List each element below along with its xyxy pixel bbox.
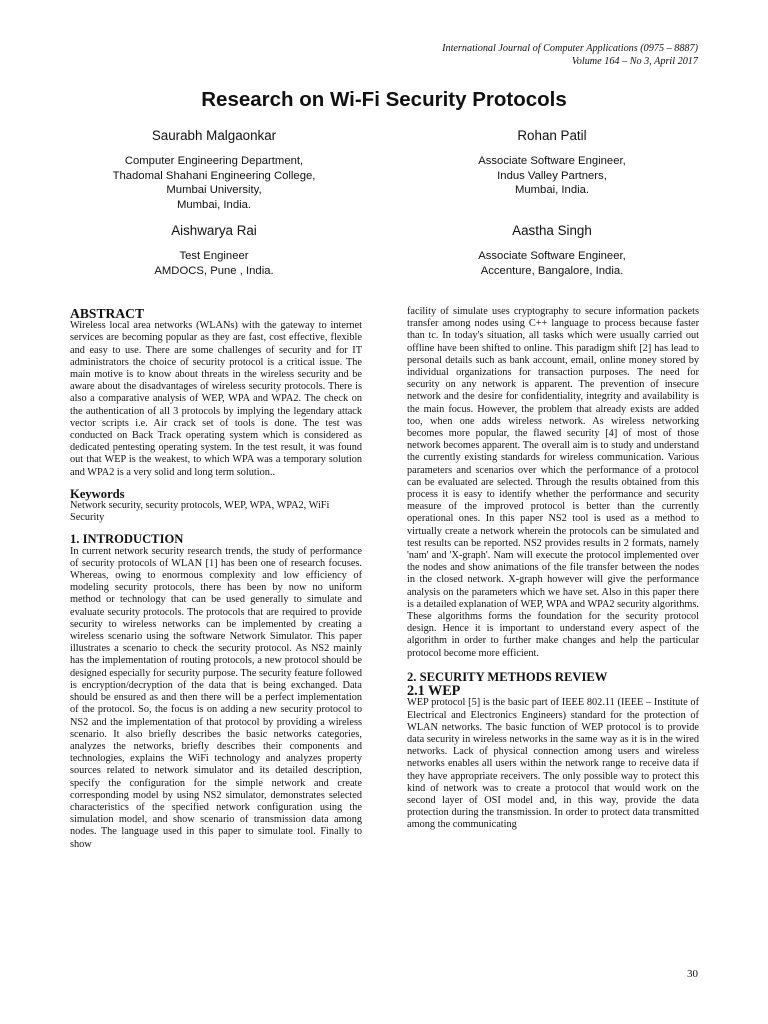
introduction-continuation: facility of simulate uses cryptography to secure information packets transfer among nodes using C++ language to process because faster than tc. In today's situation, all tasks which were usually carried out offline have been shifted to online. This paradigm shift [2] has lead to personal details such as bank account, email, online money stored by individual organizations for transaction purposes. The need for security on any network is apparent. The prevention of insecure network and the desire for confidentiality, integrity and availability is the main focus. However, the problem that already exists are added too, when one adds wireless network. As wireless networking becomes more popular, the flawed security [4] of most of those network becomes apparent. The overall aim is to study and understand the currently existing standards for wireless communication. Various parameters and scenarios over which the performance of a protocol can be evaluated are selected. Through the results obtained from this process it is easy to identify whether the performance and security measure of the improved protocol is better than the currently operational ones. In this paper NS2 tool is used as a method to virtually create a network wherein the protocols can be simulated and test results can be reported. NS2 provides results in 2 formats, namely 'nam' and 'X-graph'. Nam will execute the protocol implemented over the nodes and show animations of the file transfer between the nodes in the closed network. X-graph however will give the performance analysis on the parameters which we have set. Also in this paper there is a detailed explanation of WEP, WPA and WPA2 security algorithms. These algorithms forms the foundation for the security protocol design. Hence it is important to understand every aspect of the algorithm in order to further make changes and help the particular protocol become more efficient.	[407, 306, 699, 659]
author-affiliation	[402, 154, 702, 198]
section-2-heading: 2. SECURITY METHODS REVIEW	[407, 669, 608, 684]
journal-volume: Volume 164 – No 3, April 2017	[571, 56, 698, 67]
author-affiliation	[64, 249, 364, 278]
author-affiliation	[402, 249, 702, 278]
introduction-heading: 1. INTRODUCTION	[70, 532, 184, 547]
affiliation-line: Mumbai, India.	[176, 198, 252, 211]
keywords-text: Network security, security protocols, WEP, WPA, WPA2, WiFi Security	[70, 500, 330, 524]
author-4	[402, 222, 702, 278]
journal-name: International Journal of Computer Applications (0975 – 8887)	[442, 43, 698, 54]
journal-header	[278, 42, 698, 68]
affiliation-line: AMDOCS, Pune , India.	[154, 264, 274, 277]
affiliation-line: Mumbai, India.	[514, 184, 590, 196]
author-1	[64, 127, 364, 212]
left-column	[70, 308, 362, 851]
affiliation-line: Indus Valley Partners,	[497, 169, 607, 182]
author-affiliation	[64, 154, 364, 212]
affiliation-line: Mumbai University,	[166, 184, 262, 196]
author-name: Rohan Patil	[517, 128, 587, 143]
affiliation-line: Associate Software Engineer,	[478, 250, 626, 262]
author-name: Aishwarya Rai	[171, 223, 257, 238]
author-name: Aastha Singh	[512, 223, 592, 238]
subsection-wep-heading: 2.1 WEP	[407, 683, 461, 700]
affiliation-line: Thadomal Shahani Engineering College,	[112, 169, 316, 182]
page-number: 30	[687, 968, 698, 980]
author-2	[402, 127, 702, 198]
author-name: Saurabh Malgaonkar	[151, 128, 277, 143]
affiliation-line: Test Engineer	[179, 250, 249, 262]
affiliation-line: Computer Engineering Department,	[124, 155, 304, 167]
affiliation-line: Accenture, Bangalore, India.	[480, 264, 624, 277]
keywords-heading: Keywords	[70, 486, 125, 501]
abstract-text: Wireless local area networks (WLANs) with the gateway to internet services are becoming popular as they are fast, cost effective, flexible and easy to use. There are some challenges of security and for IT administrators the choice of security protocol is a critical issue. The main motive is to know about threats in the wireless security and be aware about the disadvantages of wireless security protocols. There is also a comparative analysis of WEP, WPA and WPA2. The check on the authentication of all 3 protocols by implying the legendary attack vector scripts i.e. Air crack set of tools is done. The test was conducted on Back Track operating system which is considered as dedicated pentesting operating system. In the test result, it was found out that WEP is the weakest, to which WPA was a temporary solution and WPA2 is a very solid and long term solution..	[70, 320, 362, 478]
abstract-heading: ABSTRACT	[70, 306, 145, 321]
affiliation-line: Associate Software Engineer,	[478, 155, 626, 167]
right-column	[407, 306, 699, 832]
introduction-text: In current network security research trends, the study of performance of security protocols of WLAN [1] has been one of research focuses. Whereas, owing to enormous complexity and low efficiency of modeling security protocols, there has been by now no uniform method or technology that can be used generally to simulate and evaluate security protocols. The protocols that are required to provide security to wireless networks can be implemented by creating a wireless scenario using the software Network Simulator. This paper illustrates a scenario to check the security protocol. As NS2 mainly has the implementation of routing protocols, a new protocol should be designed especially for security purpose. The security feature followed is encryption/decryption of the data that is being exchanged. Data should be ensured as and then there will be a perfect implementation of the protocol. So, the focus is on adding a new security protocol to NS2 and the implementation of that protocol by providing a wireless scenario. It also briefly describes the basic networks categories, analyzes the networks, briefly describes their components and technologies, explains the WiFi technology and analyzes property sources related to network simulator and its detailed description, specify the configuration for the simple network and create corresponding model by using NS2 simulator, demonstrates selected characteristics of the specified network configuration using the simulation model, and show scenario of transmission data among nodes. The language used in this paper to simulate tool. Finally to show	[70, 545, 362, 850]
paper-title: Research on Wi-Fi Security Protocols	[201, 88, 567, 111]
wep-text: WEP protocol [5] is the basic part of IEEE 802.11 (IEEE – Institute of Electrical and Electronics Engineers) standard for the protection of WLAN networks. The basic function of WEP protocol is to provide data security in wireless networks in the same way as it is in the wired networks. Lack of physical connection among users and wireless networks enables all users within the network range to receive data if they have appropriate receivers. The only possible way to protect this kind of network was to create a protocol that would work on the second layer of OSI model and, in this way, provide the data protection during the transmission. In order to protect data transmitted among the communicating	[407, 697, 699, 831]
author-3	[64, 222, 364, 278]
